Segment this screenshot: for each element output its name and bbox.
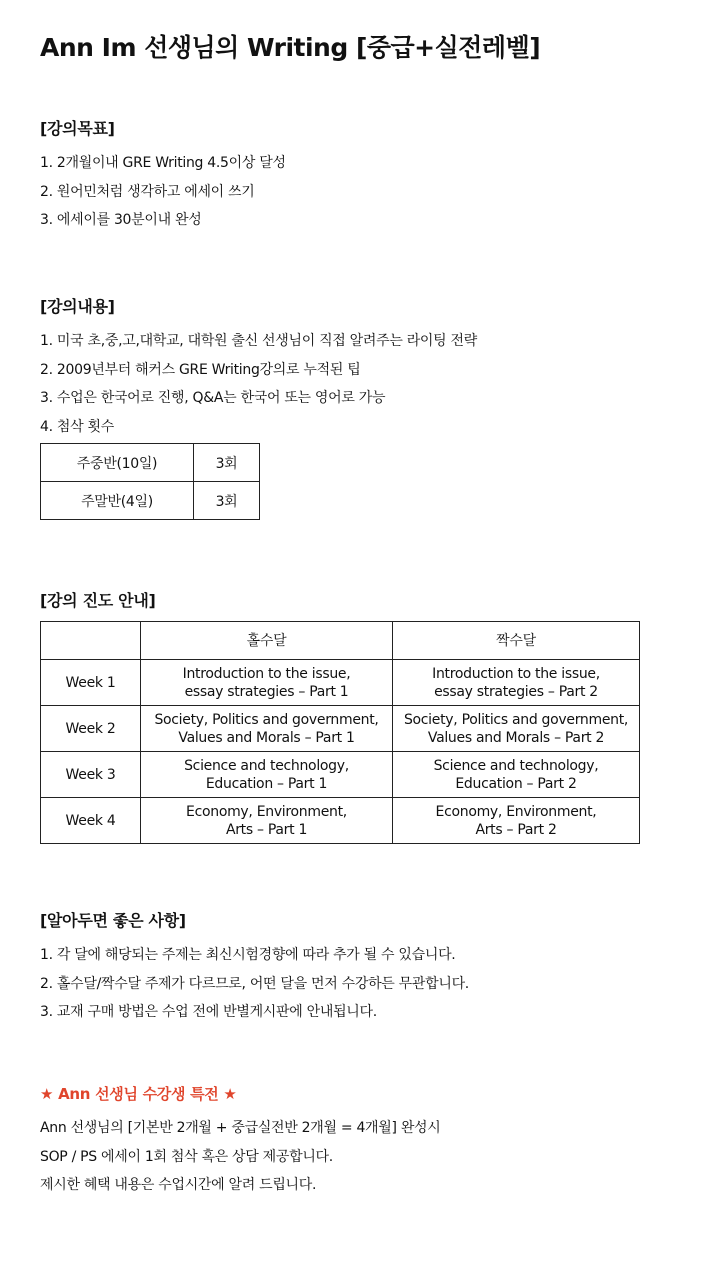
topic-line: Society, Politics and government, bbox=[154, 711, 379, 728]
week-label: Week 4 bbox=[41, 798, 141, 844]
special-benefit-title: Ann 선생님 수강생 특전 bbox=[58, 1085, 219, 1103]
odd-month-topic bbox=[141, 798, 393, 844]
note-item: 3. 교재 구매 방법은 수업 전에 반별게시판에 안내됩니다. bbox=[40, 1004, 377, 1020]
topic-line: essay strategies – Part 2 bbox=[434, 683, 598, 700]
progress-section bbox=[40, 588, 680, 621]
special-benefit-section bbox=[40, 1083, 680, 1200]
table-row bbox=[41, 752, 640, 798]
topic-line: Society, Politics and government, bbox=[403, 711, 629, 728]
special-benefit-line: Ann 선생님의 [기본반 2개월 + 중급실전반 2개월 = 4개월] 완성시 bbox=[40, 1120, 441, 1136]
topic-line: Science and technology, bbox=[433, 757, 599, 774]
odd-month-topic bbox=[141, 660, 393, 706]
topic-line: Values and Morals – Part 1 bbox=[178, 729, 355, 746]
goals-section bbox=[40, 116, 680, 235]
topic-line: Arts – Part 1 bbox=[225, 821, 308, 838]
topic-line: Values and Morals – Part 2 bbox=[427, 729, 605, 746]
table-row bbox=[41, 482, 260, 520]
table-row bbox=[41, 660, 640, 706]
column-header-empty bbox=[41, 622, 141, 660]
column-header-odd-month: 홀수달 bbox=[141, 622, 393, 660]
topic-line: Economy, Environment, bbox=[435, 803, 597, 820]
week-label: Week 2 bbox=[41, 706, 141, 752]
even-month-topic bbox=[393, 798, 640, 844]
topic-line: essay strategies – Part 1 bbox=[184, 683, 349, 700]
odd-month-topic bbox=[141, 706, 393, 752]
odd-month-topic bbox=[141, 752, 393, 798]
even-month-topic bbox=[393, 660, 640, 706]
column-header-even-month: 짝수달 bbox=[393, 622, 640, 660]
topic-line: Arts – Part 2 bbox=[475, 821, 557, 838]
topic-line: Introduction to the issue, bbox=[432, 665, 600, 682]
table-row bbox=[41, 444, 260, 482]
goals-heading: [강의목표] bbox=[40, 119, 115, 138]
even-month-topic bbox=[393, 706, 640, 752]
star-icon: ★ bbox=[40, 1085, 54, 1103]
table-row bbox=[41, 706, 640, 752]
schedule-table bbox=[40, 621, 640, 844]
table-row bbox=[41, 798, 640, 844]
content-item: 1. 미국 초,중,고,대학교, 대학원 출신 선생님이 직접 알려주는 라이팅 전략 bbox=[40, 333, 477, 349]
table-header-row bbox=[41, 622, 640, 660]
count-cell: 3회 bbox=[194, 444, 260, 482]
notes-heading: [알아두면 좋은 사항] bbox=[40, 911, 186, 930]
content-item: 3. 수업은 한국어로 진행, Q&A는 한국어 또는 영어로 가능 bbox=[40, 390, 386, 406]
goal-item: 1. 2개월이내 GRE Writing 4.5이상 달성 bbox=[40, 155, 286, 171]
topic-line: Science and technology, bbox=[184, 757, 349, 774]
star-icon: ★ bbox=[223, 1085, 237, 1103]
topic-line: Economy, Environment, bbox=[186, 803, 347, 820]
topic-line: Education – Part 2 bbox=[455, 775, 577, 792]
class-name-cell: 주중반(10일) bbox=[41, 444, 194, 482]
topic-line: Introduction to the issue, bbox=[182, 665, 351, 682]
class-name-cell: 주말반(4일) bbox=[41, 482, 194, 520]
note-item: 2. 홀수달/짝수달 주제가 다르므로, 어떤 달을 먼저 수강하든 무관합니다. bbox=[40, 975, 469, 992]
notes-section bbox=[40, 908, 680, 1027]
week-label: Week 1 bbox=[41, 660, 141, 706]
content-item: 4. 첨삭 횟수 bbox=[40, 418, 114, 435]
even-month-topic bbox=[393, 752, 640, 798]
correction-count-table bbox=[40, 443, 260, 520]
week-label: Week 3 bbox=[41, 752, 141, 798]
contents-section bbox=[40, 294, 680, 441]
special-benefit-line: 제시한 혜택 내용은 수업시간에 알려 드립니다. bbox=[40, 1177, 317, 1193]
page-title: Ann Im 선생님의 Writing [중급+실전레벨] bbox=[40, 33, 541, 62]
count-cell: 3회 bbox=[194, 482, 260, 520]
special-benefit-heading bbox=[40, 1083, 680, 1104]
note-item: 1. 각 달에 해당되는 주제는 최신시험경향에 따라 추가 될 수 있습니다. bbox=[40, 947, 456, 963]
topic-line: Education – Part 1 bbox=[205, 775, 328, 792]
special-benefit-line: SOP / PS 에세이 1회 첨삭 혹은 상담 제공합니다. bbox=[40, 1148, 333, 1165]
content-item: 2. 2009년부터 해커스 GRE Writing강의로 누적된 팁 bbox=[40, 361, 361, 378]
goal-item: 3. 에세이를 30분이내 완성 bbox=[40, 212, 202, 228]
progress-heading: [강의 진도 안내] bbox=[40, 591, 156, 610]
goal-item: 2. 원어민처럼 생각하고 에세이 쓰기 bbox=[40, 183, 255, 200]
contents-heading: [강의내용] bbox=[40, 297, 115, 316]
